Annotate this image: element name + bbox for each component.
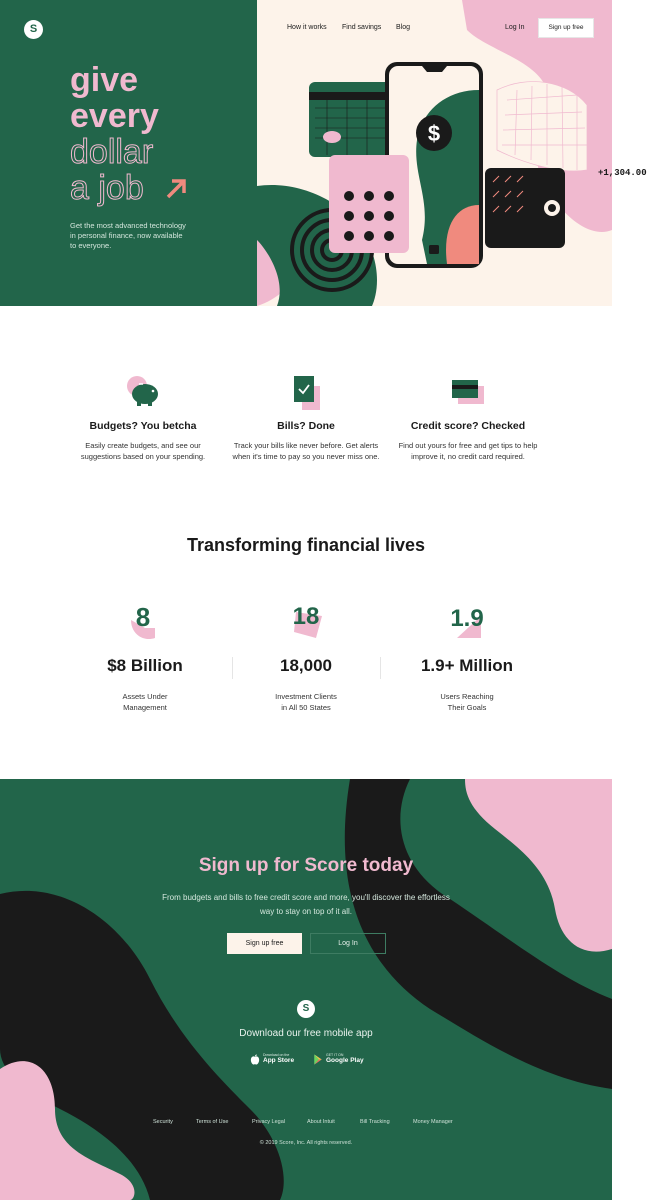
nav-signup-button[interactable]: Sign up free	[538, 18, 594, 38]
footer-link-terms[interactable]: Terms of Use	[196, 1119, 229, 1125]
app-store-name: App Store	[263, 1057, 295, 1064]
footer-link-money-manager[interactable]: Money Manager	[413, 1119, 453, 1125]
google-play-small: GET IT ON	[326, 1053, 344, 1057]
stat-caption-line: Investment Clients	[275, 692, 337, 701]
phone-balance: +1,304.00	[598, 168, 647, 178]
stat-badge-8	[125, 598, 165, 644]
headline-line-2: every	[70, 97, 159, 135]
stat-clients	[233, 598, 379, 713]
stat-caption-line: in All 50 States	[281, 702, 331, 712]
feature-credit-score	[393, 372, 543, 462]
feature-title: Budgets? You betcha	[89, 420, 197, 432]
bill-check-icon	[286, 372, 326, 412]
hero-headline	[70, 62, 159, 206]
cta-login-button[interactable]: Log In	[310, 933, 386, 954]
feature-text: Find out yours for free and get tips to help improve it, no credit card required.	[398, 441, 538, 461]
app-store-small: Download on the	[263, 1053, 290, 1057]
headline-line-3: dollar	[70, 133, 154, 171]
arrow-up-right-icon	[164, 177, 188, 201]
score-logo[interactable]: S	[24, 20, 43, 39]
apple-icon	[250, 1054, 260, 1065]
stat-divider	[380, 657, 381, 679]
stat-caption-line: Their Goals	[447, 702, 487, 712]
footer-section	[0, 779, 612, 1200]
stat-value: 1.9+ Million	[420, 656, 514, 675]
headline-line-4: a job	[70, 169, 144, 207]
svg-text:$: $	[427, 121, 441, 146]
stat-value: $8 Billion	[107, 656, 183, 675]
copyright: © 2019 Score, Inc. All rights reserved.	[259, 1140, 353, 1146]
feature-title: Credit score? Checked	[410, 420, 526, 432]
hero-illustration-art	[257, 0, 612, 306]
hero-illustration	[257, 0, 647, 306]
google-play-name: Google Play	[326, 1057, 364, 1064]
stat-caption-line: Assets Under	[122, 692, 168, 701]
stat-caption-line: Management	[123, 702, 167, 712]
stats-section-title: Transforming financial lives	[186, 535, 426, 555]
footer-background-art	[0, 779, 612, 1200]
feature-budgets	[68, 372, 218, 462]
headline-line-1: give	[70, 61, 139, 99]
hero-section	[0, 0, 647, 306]
stat-caption	[394, 692, 540, 713]
stat-badge-18	[286, 598, 326, 644]
stat-assets	[72, 598, 218, 713]
footer-logo[interactable]: S	[297, 1000, 315, 1018]
nav-how-it-works[interactable]: How it works	[287, 24, 327, 31]
footer-link-about[interactable]: About Intuit	[307, 1119, 335, 1125]
cta-subtitle: From budgets and bills to free credit score and more, you'll discover the effortless way to stay on top of it all.	[162, 893, 450, 916]
download-title: Download our free mobile app	[239, 1028, 373, 1039]
piggy-bank-icon	[123, 372, 163, 412]
stat-caption	[233, 692, 379, 713]
footer-link-privacy[interactable]: Privacy Legal	[252, 1119, 286, 1125]
nav-blog[interactable]: Blog	[396, 24, 411, 31]
feature-text: Track your bills like never before. Get alerts when it's time to pay so you never miss one.	[232, 441, 380, 461]
stat-badge-1-9	[447, 598, 487, 644]
feature-bills	[231, 372, 381, 462]
google-play-button[interactable]	[313, 1052, 364, 1066]
stat-badge-number: 1.9	[450, 605, 484, 632]
nav-login-link[interactable]: Log In	[505, 24, 525, 31]
nav-find-savings[interactable]: Find savings	[342, 24, 382, 31]
hero-subtitle: Get the most advanced technology in personal finance, now available to everyone.	[70, 221, 186, 250]
stat-caption	[72, 692, 218, 713]
credit-card-icon	[448, 372, 488, 412]
cta-signup-button[interactable]: Sign up free	[227, 933, 302, 954]
footer-link-bill-tracking[interactable]: Bill Tracking	[360, 1119, 390, 1125]
footer-link-security[interactable]: Security	[153, 1119, 173, 1125]
stat-value: 18,000	[280, 656, 332, 675]
google-play-icon	[313, 1054, 323, 1065]
feature-text: Easily create budgets, and see our suggestions based on your spending.	[80, 441, 206, 461]
cta-title: Sign up for Score today	[198, 855, 414, 876]
stat-badge-number: 8	[135, 602, 151, 632]
stat-caption-line: Users Reaching	[440, 692, 494, 701]
app-store-button[interactable]	[250, 1052, 294, 1066]
stat-users	[394, 598, 540, 713]
stat-badge-number: 18	[292, 603, 320, 630]
feature-title: Bills? Done	[277, 420, 335, 432]
